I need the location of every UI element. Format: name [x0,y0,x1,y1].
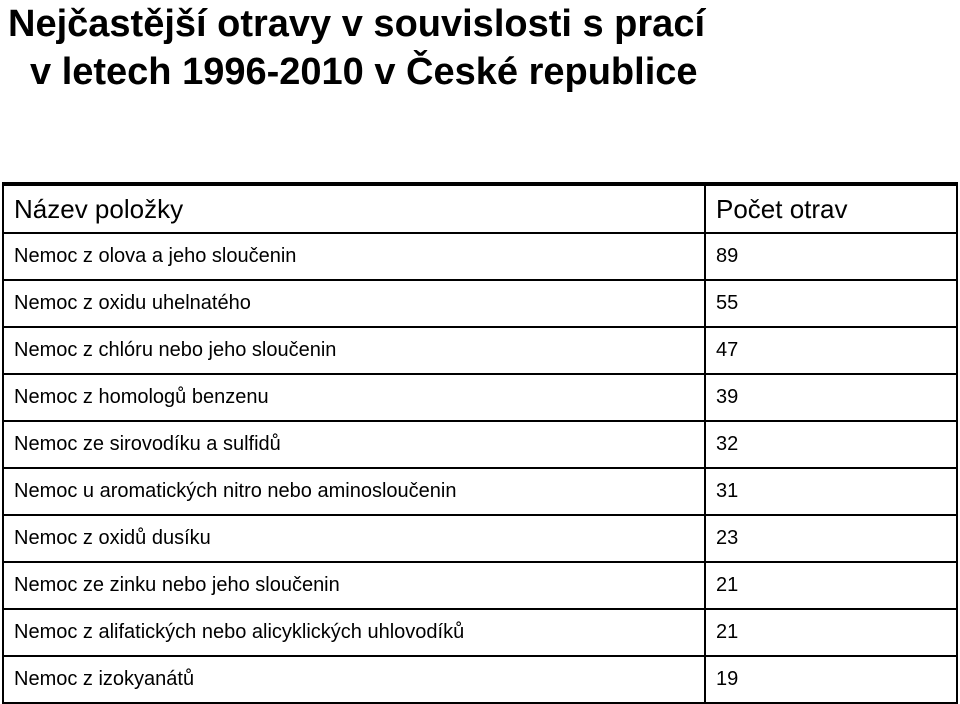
table-row [3,562,957,609]
table-row [3,468,957,515]
row-name-cell: Nemoc z olova a jeho sloučenin [3,233,705,280]
column-header-name: Název položky [3,184,705,233]
row-count-cell: 32 [705,421,957,468]
table-row [3,609,957,656]
row-name-cell: Nemoc z alifatických nebo alicyklických uhlovodíků [3,609,705,656]
row-count-cell: 19 [705,656,957,703]
row-count-cell: 47 [705,327,957,374]
row-name-cell: Nemoc u aromatických nitro nebo aminosloučenin [3,468,705,515]
table-row [3,233,957,280]
row-count-cell: 31 [705,468,957,515]
row-count-cell: 39 [705,374,957,421]
row-name-cell: Nemoc ze zinku nebo jeho sloučenin [3,562,705,609]
row-name-cell: Nemoc ze sirovodíku a sulfidů [3,421,705,468]
row-count-cell: 21 [705,562,957,609]
table-header-row [3,184,957,233]
table-row [3,515,957,562]
table-row [3,327,957,374]
table-row [3,280,957,327]
page-title-line-2: v letech 1996-2010 v České republice [30,51,698,93]
page-title-line-1: Nejčastější otravy v souvislosti s prací [8,3,706,45]
table-row [3,421,957,468]
page-title [8,0,948,96]
column-header-count: Počet otrav [705,184,957,233]
poisonings-table [2,182,958,704]
row-count-cell: 89 [705,233,957,280]
row-name-cell: Nemoc z oxidu uhelnatého [3,280,705,327]
row-name-cell: Nemoc z homologů benzenu [3,374,705,421]
row-count-cell: 23 [705,515,957,562]
row-name-cell: Nemoc z oxidů dusíku [3,515,705,562]
row-name-cell: Nemoc z izokyanátů [3,656,705,703]
table-row [3,656,957,703]
row-name-cell: Nemoc z chlóru nebo jeho sloučenin [3,327,705,374]
row-count-cell: 55 [705,280,957,327]
table-row [3,374,957,421]
row-count-cell: 21 [705,609,957,656]
